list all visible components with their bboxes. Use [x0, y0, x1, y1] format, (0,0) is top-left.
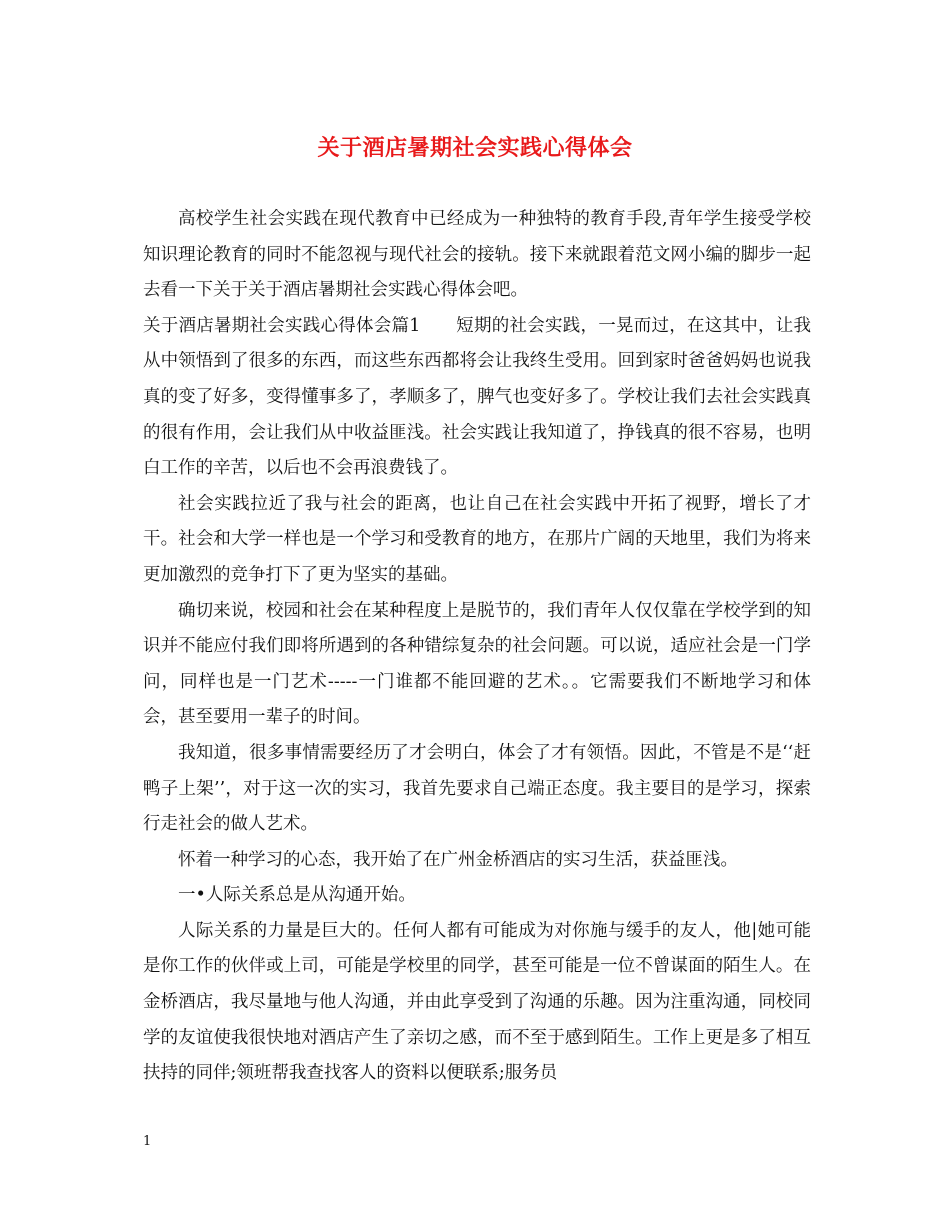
paragraph-campus-society: 确切来说，校园和社会在某种程度上是脱节的，我们青年人仅仅靠在学校学到的知识并不能应付我们即将所遇到的各种错综复杂的社会问题。可以说，适应社会是一门学问，同样也是一门艺术-----一门谁都不能回避的艺术。。它需要我们不断地学习和体会，甚至要用一辈子的时间。: [143, 600, 811, 728]
document-title: 关于酒店暑期社会实践心得体会: [317, 135, 633, 161]
paragraph-section-1: 关于酒店暑期社会实践心得体会篇1 短期的社会实践，一晃而过，在这其中，让我从中领悟到了很多的东西，而这些东西都将会让我终生受用。回到家时爸爸妈妈也说我真的变了好多，变得懂事多了，孝顺多了，脾气也变好多了。学校让我们去社会实践真的很有作用，会让我们从中收益匪浅。社会实践让我知道了，挣钱真的很不容易，也明白工作的辛苦，以后也不会再浪费钱了。: [143, 315, 811, 479]
paragraph-attitude: 我知道，很多事情需要经历了才会明白，体会了才有领悟。因此，不管是不是‘‘赶鸭子上架’’，对于这一次的实习，我首先要求自己端正态度。我主要目的是学习，探索行走社会的做人艺术。: [143, 742, 811, 835]
paragraph-intro: 高校学生社会实践在现代教育中已经成为一种独特的教育手段,青年学生接受学校知识理论教育的同时不能忽视与现代社会的接轨。接下来就跟着范文网小编的脚步一起去看一下关于关于酒店暑期社会实践心得体会吧。: [143, 209, 811, 301]
paragraph-distance: 社会实践拉近了我与社会的距离，也让自己在社会实践中开拓了视野，增长了才干。社会和大学一样也是一个学习和受教育的地方，在那片广阔的天地里，我们为将来更加激烈的竞争打下了更为坚实的基础。: [143, 493, 811, 585]
document-body: [143, 202, 811, 1092]
page-number: 1: [143, 1134, 152, 1149]
paragraph-relationships: 人际关系的力量是巨大的。任何人都有可能成为对你施与缓手的友人，他|她可能是你工作的伙伴或上司，可能是学校里的同学，甚至可能是一位不曾谋面的陌生人。在金桥酒店，我尽量地与他人沟通，并由此享受到了沟通的乐趣。因为注重沟通，同校同学的友谊使我很快地对酒店产生了亲切之感，而不至于感到陌生。工作上更是多了相互扶持的同伴;领班帮我查找客人的资料以便联系;服务员: [143, 920, 811, 1084]
paragraph-internship: 怀着一种学习的心态，我开始了在广州金桥酒店的实习生活，获益匪浅。: [178, 849, 738, 870]
paragraph-heading-1: 一•人际关系总是从沟通开始。: [178, 885, 416, 906]
